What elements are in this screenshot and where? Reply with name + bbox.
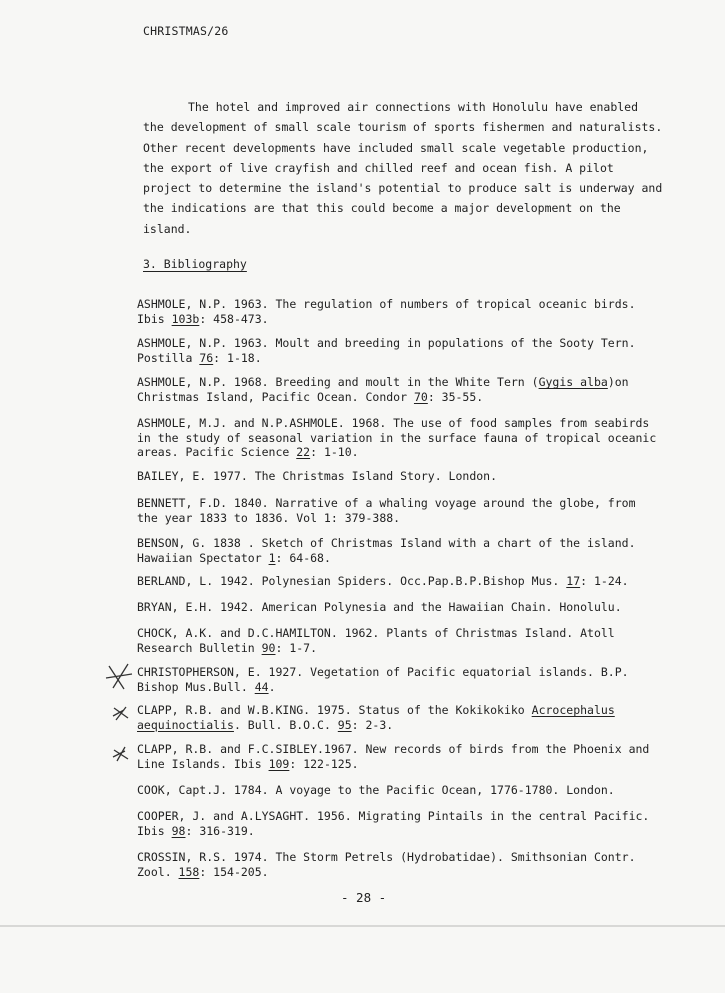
bib-text: BAILEY, E. 1977. The Christmas Island Story. London. — [137, 469, 498, 483]
bib-text: . Bull. B.O.C. — [233, 717, 338, 732]
bib-entry — [137, 742, 657, 771]
bib-text: ASHMOLE, N.P. 1963. The regulation of numbers of tropical oceanic birds. Ibis — [137, 297, 636, 326]
body-paragraph — [143, 97, 663, 239]
bib-text: : 2-3. — [351, 717, 394, 732]
bib-underlined: 103b — [171, 311, 200, 326]
bib-text: CLAPP, R.B. and F.C.SIBLEY.1967. New records of birds from the Phoenix and Line Islands. Ibis — [137, 742, 650, 771]
bib-underlined: 44 — [254, 679, 269, 694]
handwritten-asterisk-mark — [104, 662, 134, 692]
section-heading-text: 3. Bibliography — [143, 257, 247, 271]
bib-text: BENSON, G. 1838 . Sketch of Christmas Island with a chart of the island. Hawaiian Spectator — [137, 536, 636, 565]
bib-text: CHOCK, A.K. and D.C.HAMILTON. 1962. Plants of Christmas Island. Atoll Research Bulletin — [137, 626, 615, 655]
bib-text: : 1-10. — [310, 445, 359, 459]
bib-underlined: 22 — [296, 445, 311, 459]
bib-underlined: 109 — [268, 756, 290, 771]
bib-entry — [137, 336, 657, 365]
bib-text: : 64-68. — [275, 550, 331, 565]
bib-underlined: 90 — [261, 640, 276, 655]
bib-underlined: 158 — [178, 864, 200, 879]
bib-underlined: 76 — [199, 350, 214, 365]
bib-text: ASHMOLE, N.P. 1963. Moult and breeding in populations of the Sooty Tern. Postilla — [137, 336, 636, 365]
bib-underlined: Gygis alba — [538, 375, 608, 389]
section-heading — [143, 257, 247, 271]
bib-entry — [137, 496, 657, 525]
bib-entry — [137, 626, 657, 655]
bib-entry — [137, 850, 657, 879]
bib-text: CHRISTOPHERSON, E. 1927. Vegetation of Pacific equatorial islands. B.P. Bishop Mus.Bull. — [137, 665, 629, 694]
page-header: CHRISTMAS/26 — [143, 24, 229, 38]
bib-text: : 458-473. — [199, 311, 269, 326]
bib-text: : 316-319. — [185, 823, 255, 838]
bib-text: : 1-7. — [275, 640, 318, 655]
bib-entry — [137, 416, 657, 460]
bib-text: COOPER, J. and A.LYSAGHT. 1956. Migrating Pintails in the central Pacific. Ibis — [137, 809, 650, 838]
bib-text: : 1-18. — [213, 350, 262, 365]
bib-text: BENNETT, F.D. 1840. Narrative of a whaling voyage around the globe, from the year 1833 to 1836. Vol 1: 379-388. — [137, 496, 636, 525]
bib-entry — [137, 574, 657, 589]
bib-text: BERLAND, L. 1942. Polynesian Spiders. Occ.Pap.B.P.Bishop Mus. — [137, 574, 567, 588]
bib-text: COOK, Capt.J. 1784. A voyage to the Pacific Ocean, 1776-1780. London. — [137, 783, 615, 797]
handwritten-cross-mark — [110, 742, 132, 764]
bib-underlined: Acrocephalus aequinoctialis — [137, 703, 615, 732]
page-number: - 28 - — [341, 890, 387, 905]
bib-text: CLAPP, R.B. and W.B.KING. 1975. Status of the Kokikokiko — [137, 703, 532, 717]
bib-text: BRYAN, E.H. 1942. American Polynesia and the Hawaiian Chain. Honolulu. — [137, 600, 622, 614]
bib-underlined: 95 — [337, 717, 352, 732]
bib-underlined: 1 — [268, 550, 276, 565]
bib-entry — [137, 600, 657, 615]
bib-text: : 122-125. — [289, 756, 359, 771]
bib-underlined: 70 — [413, 389, 428, 404]
page-edge-divider — [0, 925, 725, 927]
bib-text: . — [268, 679, 276, 694]
bib-text: : 1-24. — [580, 574, 629, 588]
bib-text: )on Christmas Island, Pacific Ocean. Condor — [137, 375, 629, 404]
bib-entry — [137, 665, 657, 694]
bib-entry — [137, 536, 657, 565]
bib-underlined: 98 — [171, 823, 186, 838]
bib-text: CROSSIN, R.S. 1974. The Storm Petrels (Hydrobatidae). Smithsonian Contr. Zool. — [137, 850, 636, 879]
bib-entry — [137, 469, 657, 484]
bib-underlined: 17 — [566, 574, 581, 588]
bib-text: ASHMOLE, M.J. and N.P.ASHMOLE. 1968. The use of food samples from seabirds in the study of seasonal variation in the surface fauna of tropical oceanic areas. Pacific Science — [137, 416, 657, 459]
handwritten-cross-mark — [110, 702, 132, 724]
bib-text: ASHMOLE, N.P. 1968. Breeding and moult in the White Tern ( — [137, 375, 539, 389]
bib-entry — [137, 809, 657, 838]
paragraph-text: The hotel and improved air connections with Honolulu have enabled the development of small scale tourism of sports fishermen and naturalists. Other recent developments have included small scale vegetable production, the export of live crayfish and chilled reef and ocean fish. A pilot project to determine the island's potential to produce salt is underway and the indications are that this could become a major development on the island. — [143, 100, 663, 236]
bib-entry — [137, 375, 657, 404]
bib-entry — [137, 703, 657, 732]
bib-entry — [137, 783, 657, 798]
bib-text: : 154-205. — [199, 864, 269, 879]
bib-entry — [137, 297, 657, 326]
bib-text: : 35-55. — [427, 389, 484, 404]
